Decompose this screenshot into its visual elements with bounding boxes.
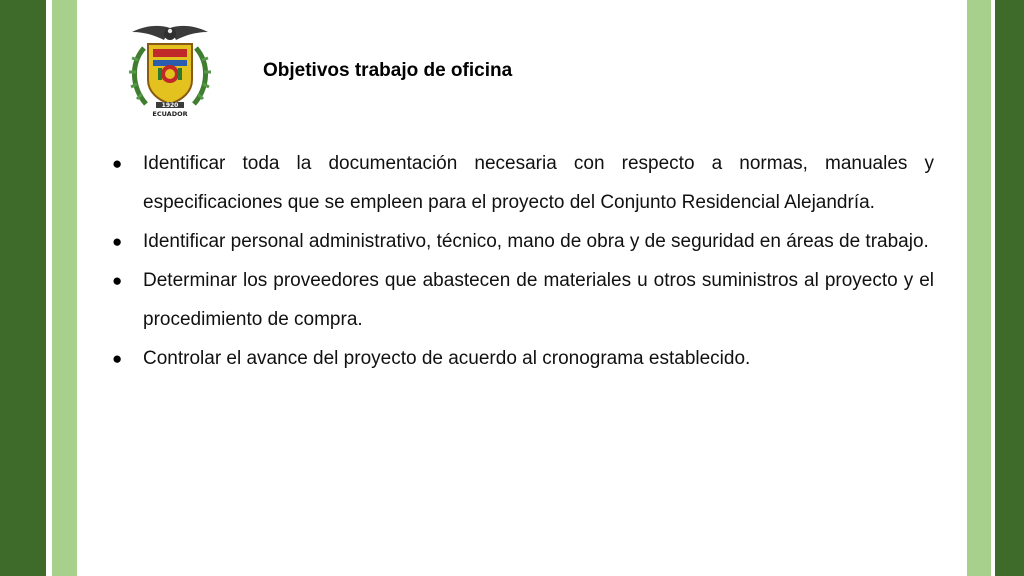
left-light-stripe <box>52 0 77 576</box>
list-item <box>112 222 934 261</box>
ecuador-coat-of-arms-icon <box>122 22 218 118</box>
bullet-icon: ● <box>112 232 123 251</box>
bullet-text: Determinar los proveedores que abastecen de materiales u otros suministros al proyecto y el procedimiento de compra. <box>143 270 934 330</box>
slide-title: Objetivos trabajo de oficina <box>263 60 513 81</box>
list-item <box>112 339 934 378</box>
bullet-icon: ● <box>112 154 123 173</box>
bullet-text: Controlar el avance del proyecto de acuerdo al cronograma establecido. <box>143 348 751 369</box>
right-light-stripe <box>967 0 991 576</box>
list-item <box>112 144 934 222</box>
bullet-text: Identificar personal administrativo, técnico, mano de obra y de seguridad en áreas de trabajo. <box>143 231 929 252</box>
left-dark-stripe <box>0 0 46 576</box>
bullet-text: Identificar toda la documentación necesaria con respecto a normas, manuales y especificaciones que se empleen para el proyecto del Conjunto Residencial Alejandría. <box>143 153 934 213</box>
bullet-icon: ● <box>112 271 123 290</box>
objectives-list <box>112 144 934 378</box>
list-item <box>112 261 934 339</box>
bullet-icon: ● <box>112 349 123 368</box>
logo-country: ECUADOR <box>152 110 188 118</box>
logo-year: 1920 <box>161 102 179 109</box>
right-dark-stripe <box>995 0 1024 576</box>
